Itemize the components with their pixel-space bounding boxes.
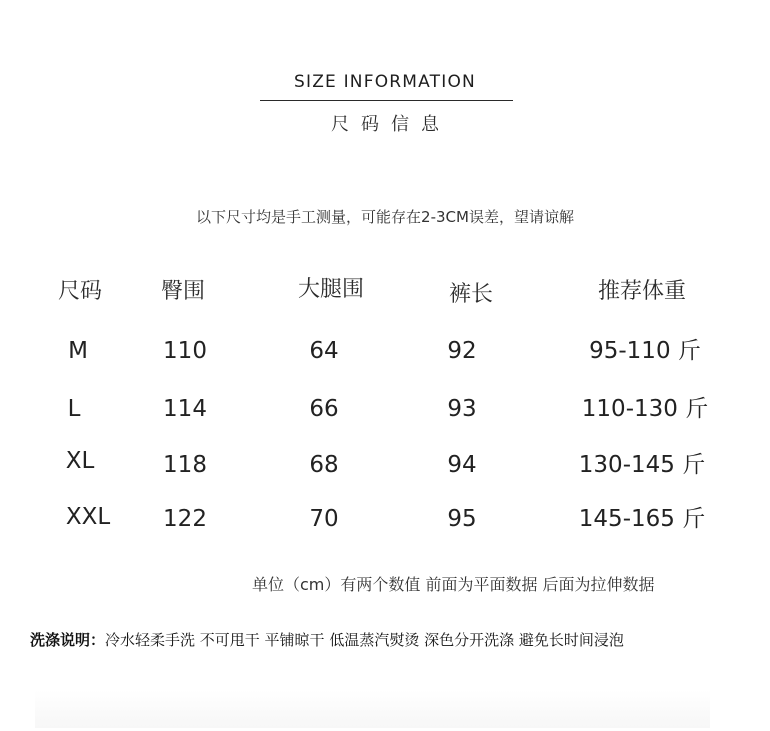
table-cell: 130-145 斤 xyxy=(578,452,706,478)
table-cell: 64 xyxy=(309,338,339,364)
table-cell: 70 xyxy=(309,506,339,532)
table-cell: 118 xyxy=(163,452,207,478)
table-cell: 66 xyxy=(309,396,339,422)
table-cell: XXL xyxy=(65,504,111,530)
unit-note: 单位（cm）有两个数值 前面为平面数据 后面为拉伸数据 xyxy=(252,575,655,594)
table-cell: 95 xyxy=(447,506,477,532)
table-cell: M xyxy=(68,338,88,364)
table-cell: 94 xyxy=(447,452,477,478)
table-cell: 145-165 斤 xyxy=(578,506,706,532)
table-cell: L xyxy=(67,396,81,422)
header-weight: 推荐体重 xyxy=(597,279,687,304)
wash-instructions xyxy=(30,629,624,650)
table-cell: 95-110 斤 xyxy=(589,338,701,364)
table-cell: 110-130 斤 xyxy=(581,396,709,422)
wash-label: 洗涤说明： xyxy=(30,631,106,649)
table-cell: 122 xyxy=(163,506,207,532)
header-length: 裤长 xyxy=(448,282,494,307)
size-info-subtitle: 尺码信息 xyxy=(331,114,451,135)
table-cell: 68 xyxy=(309,452,339,478)
header-thigh: 大腿围 xyxy=(297,277,365,302)
wash-text: 冷水轻柔手洗 不可甩干 平铺晾干 低温蒸汽熨烫 深色分开洗涤 避免长时间浸泡 xyxy=(105,631,624,649)
table-cell: 92 xyxy=(447,338,477,364)
table-cell: 110 xyxy=(163,338,207,364)
size-info-title: SIZE INFORMATION xyxy=(294,72,476,92)
header-size: 尺码 xyxy=(57,279,103,304)
measurement-note: 以下尺寸均是手工测量，可能存在2-3CM误差，望请谅解 xyxy=(196,208,574,226)
table-cell: 93 xyxy=(447,396,477,422)
bottom-fade xyxy=(35,690,710,728)
table-cell: 114 xyxy=(163,396,207,422)
header-hip: 臀围 xyxy=(160,279,206,304)
title-divider xyxy=(260,100,513,101)
table-cell: XL xyxy=(65,448,95,474)
